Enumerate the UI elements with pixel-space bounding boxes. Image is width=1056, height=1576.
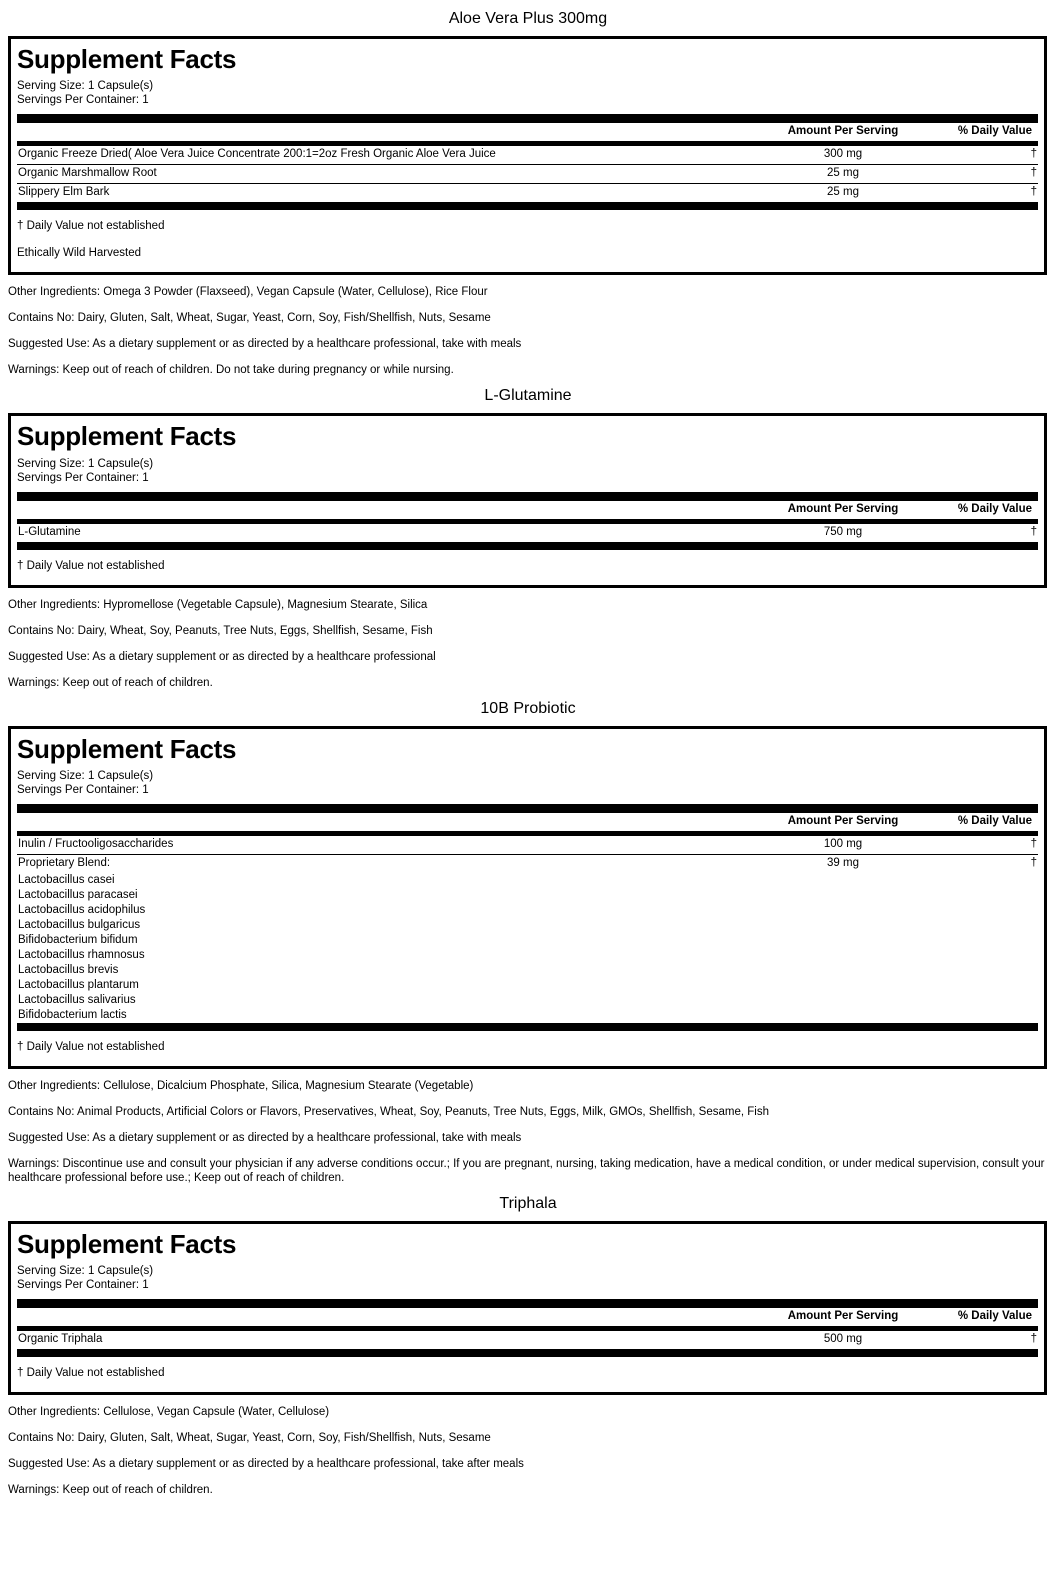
panel-heading: Supplement Facts [17,421,237,452]
supplement-facts-inner [11,416,1044,584]
nutrient-daily-value [918,933,1038,948]
servings-per-container: Servings Per Container: 1 [17,94,149,107]
nutrient-rows-table [17,524,1038,542]
nutrient-amount [768,993,918,1008]
column-header-row [17,1308,1038,1326]
serving-size: Serving Size: 1 Capsule(s) [17,80,154,93]
column-header-name [17,501,768,519]
rule-thick-bottom [17,1349,1038,1357]
nutrient-row [17,854,1038,873]
nutrient-name: Lactobacillus rhamnosus [18,948,145,961]
nutrient-rows-table [17,1331,1038,1349]
nutrient-daily-value [918,873,1038,888]
nutrient-daily-value: † [918,165,1038,184]
nutrient-row [17,146,1038,165]
nutrient-row [17,184,1038,203]
nutrient-amount: 100 mg [823,837,863,850]
product-note: Warnings: Discontinue use and consult your physician if any adverse conditions occur.; If you are pregnant, nursing, taking medication, have a medical condition, or under medical supervision, consult your healthcare professional before use.; Keep out of reach of children. [8,1157,1045,1184]
serving-size: Serving Size: 1 Capsule(s) [17,769,154,782]
column-header-daily-value: % Daily Value [957,1310,1032,1323]
product-note: Contains No: Dairy, Gluten, Salt, Wheat, Sugar, Yeast, Corn, Soy, Fish/Shellfish, Nuts, Sesame [8,312,491,325]
nutrient-sub-row [17,933,1038,948]
nutrient-name: Lactobacillus brevis [18,963,119,976]
column-header-row [17,123,1038,141]
serving-info [17,769,1038,797]
product-note: Warnings: Keep out of reach of children. [8,1484,213,1497]
column-header-row [17,813,1038,831]
serving-size: Serving Size: 1 Capsule(s) [17,1265,154,1278]
nutrient-daily-value [918,1008,1038,1023]
nutrient-amount: 25 mg [768,165,918,184]
column-header-daily-value: % Daily Value [957,814,1032,827]
column-header-row [17,501,1038,519]
nutrient-name: Lactobacillus plantarum [18,978,139,991]
nutrient-name: Lactobacillus acidophilus [18,903,146,916]
nutrient-sub-row [17,978,1038,993]
panel-heading: Supplement Facts [17,733,237,764]
nutrient-daily-value: † [918,854,1038,873]
panel-footnote: † Daily Value not established [17,559,165,572]
panel-footnotes [17,210,1038,260]
nutrient-amount [768,1008,918,1023]
rule-thick-top [17,492,1038,501]
nutrient-daily-value: † [1030,525,1037,538]
nutrient-daily-value [918,888,1038,903]
nutrient-amount [768,933,918,948]
rule-thick-bottom [17,1023,1038,1031]
nutrient-sub-row [17,873,1038,888]
product-note: Warnings: Keep out of reach of children. [8,676,213,689]
column-header-amount: Amount Per Serving [787,1310,899,1323]
column-header-daily-value: % Daily Value [957,125,1032,138]
nutrient-name: Bifidobacterium bifidum [18,933,138,946]
column-header-amount: Amount Per Serving [787,502,899,515]
nutrient-table [17,123,1038,141]
nutrient-amount [768,978,918,993]
nutrient-sub-row [17,1008,1038,1023]
product-note: Contains No: Dairy, Gluten, Salt, Wheat, Sugar, Yeast, Corn, Soy, Fish/Shellfish, Nuts, Sesame [8,1432,491,1445]
nutrient-table [17,1308,1038,1326]
panel-footnote: Ethically Wild Harvested [17,247,141,260]
product-note: Suggested Use: As a dietary supplement or as directed by a healthcare professional, take with meals [8,338,522,351]
product-note: Contains No: Animal Products, Artificial Colors or Flavors, Preservatives, Wheat, Soy, Peanuts, Tree Nuts, Eggs, Milk, GMOs, Shellfish, Sesame, Fish [8,1105,769,1118]
nutrient-sub-row [17,963,1038,978]
product-block [0,0,1056,377]
nutrient-daily-value [918,963,1038,978]
nutrient-daily-value [918,948,1038,963]
column-header-daily-value: % Daily Value [957,502,1032,515]
product-notes [0,588,1056,690]
nutrient-rows-table [17,146,1038,202]
nutrient-daily-value: † [918,184,1038,203]
nutrient-amount [768,963,918,978]
supplement-facts-panel [8,726,1047,1069]
product-note: Suggested Use: As a dietary supplement or as directed by a healthcare professional [8,650,436,663]
product-block [0,377,1056,689]
nutrient-daily-value [918,903,1038,918]
nutrient-table [17,501,1038,519]
panel-heading: Supplement Facts [17,44,237,75]
panel-footnote: † Daily Value not established [17,220,165,233]
nutrient-row [17,836,1038,855]
nutrient-sub-row [17,903,1038,918]
nutrient-daily-value [918,918,1038,933]
nutrient-name: Organic Triphala [18,1333,103,1346]
panel-footnotes [17,550,1038,573]
product-note: Suggested Use: As a dietary supplement or as directed by a healthcare professional, take after meals [8,1458,524,1471]
nutrient-amount [768,918,918,933]
product-block [0,1185,1056,1497]
nutrient-amount: 300 mg [823,148,863,161]
supplement-facts-panel [8,36,1047,275]
nutrient-amount [768,903,918,918]
product-note: Other Ingredients: Omega 3 Powder (Flaxseed), Vegan Capsule (Water, Cellulose), Rice Flour [8,286,488,299]
column-header-name [17,123,768,141]
panel-footnotes [17,1031,1038,1054]
column-header-amount: Amount Per Serving [787,125,899,138]
supplement-facts-panel [8,1221,1047,1395]
nutrient-rows-table [17,836,1038,1023]
nutrient-sub-row [17,888,1038,903]
product-notes [0,1069,1056,1185]
nutrient-name: Lactobacillus salivarius [18,993,136,1006]
nutrient-amount [768,873,918,888]
nutrient-sub-row [17,993,1038,1008]
product-note: Other Ingredients: Cellulose, Vegan Capsule (Water, Cellulose) [8,1406,330,1419]
nutrient-name: Lactobacillus paracasei [18,888,138,901]
nutrient-name: Bifidobacterium lactis [18,1008,127,1021]
nutrient-name: L-Glutamine [18,525,81,538]
nutrient-daily-value [918,978,1038,993]
rule-thick-bottom [17,202,1038,210]
product-note: Other Ingredients: Hypromellose (Vegetable Capsule), Magnesium Stearate, Silica [8,598,428,611]
column-header-amount: Amount Per Serving [787,814,899,827]
nutrient-amount: 750 mg [823,525,863,538]
nutrient-sub-row [17,948,1038,963]
nutrient-amount: 39 mg [768,854,918,873]
rule-thick-top [17,804,1038,813]
product-note: Warnings: Keep out of reach of children. Do not take during pregnancy or while nursing. [8,364,454,377]
product-notes [0,1395,1056,1497]
nutrient-name: Organic Marshmallow Root [17,165,768,184]
serving-size: Serving Size: 1 Capsule(s) [17,457,154,470]
product-title: L-Glutamine [484,387,572,405]
panel-footnotes [17,1357,1038,1380]
nutrient-amount [768,948,918,963]
servings-per-container: Servings Per Container: 1 [17,783,149,796]
column-header-name [17,813,768,831]
nutrient-daily-value: † [1030,837,1037,850]
nutrient-name: Slippery Elm Bark [17,184,768,203]
nutrient-name: Proprietary Blend: [17,854,768,873]
servings-per-container: Servings Per Container: 1 [17,1279,149,1292]
rule-thick-top [17,114,1038,123]
supplement-facts-inner [11,729,1044,1066]
servings-per-container: Servings Per Container: 1 [17,471,149,484]
nutrient-table [17,813,1038,831]
supplement-facts-panel [8,413,1047,587]
serving-info [17,1264,1038,1292]
product-note: Other Ingredients: Cellulose, Dicalcium Phosphate, Silica, Magnesium Stearate (Vegetable) [8,1079,474,1092]
product-note: Contains No: Dairy, Wheat, Soy, Peanuts, Tree Nuts, Eggs, Shellfish, Sesame, Fish [8,624,433,637]
nutrient-amount: 500 mg [823,1333,863,1346]
panel-heading: Supplement Facts [17,1228,237,1259]
panel-footnote: † Daily Value not established [17,1367,165,1380]
product-title: 10B Probiotic [480,699,576,717]
rule-thick-bottom [17,542,1038,550]
nutrient-daily-value [918,993,1038,1008]
product-title: Aloe Vera Plus 300mg [448,10,608,27]
product-notes [0,275,1056,377]
rule-thick-top [17,1299,1038,1308]
nutrient-row [17,524,1038,542]
nutrient-daily-value: † [1030,1333,1037,1346]
nutrient-daily-value: † [1030,148,1037,161]
supplement-facts-inner [11,1224,1044,1392]
nutrient-name: Inulin / Fructooligosaccharides [18,837,174,850]
nutrient-name: Organic Freeze Dried( Aloe Vera Juice Concentrate 200:1=2oz Fresh Organic Aloe Vera Juice [18,148,496,161]
nutrient-row [17,1331,1038,1349]
product-title: Triphala [499,1194,557,1212]
nutrient-name: Lactobacillus bulgaricus [18,918,141,931]
serving-info [17,79,1038,107]
supplement-facts-inner [11,39,1044,272]
nutrient-row [17,165,1038,184]
nutrient-amount: 25 mg [768,184,918,203]
nutrient-sub-row [17,918,1038,933]
product-note: Suggested Use: As a dietary supplement or as directed by a healthcare professional, take with meals [8,1131,522,1144]
column-header-name [17,1308,768,1326]
product-block [0,690,1056,1185]
panel-footnote: † Daily Value not established [17,1040,165,1053]
nutrient-name: Lactobacillus casei [18,873,115,886]
nutrient-amount [768,888,918,903]
serving-info [17,457,1038,485]
